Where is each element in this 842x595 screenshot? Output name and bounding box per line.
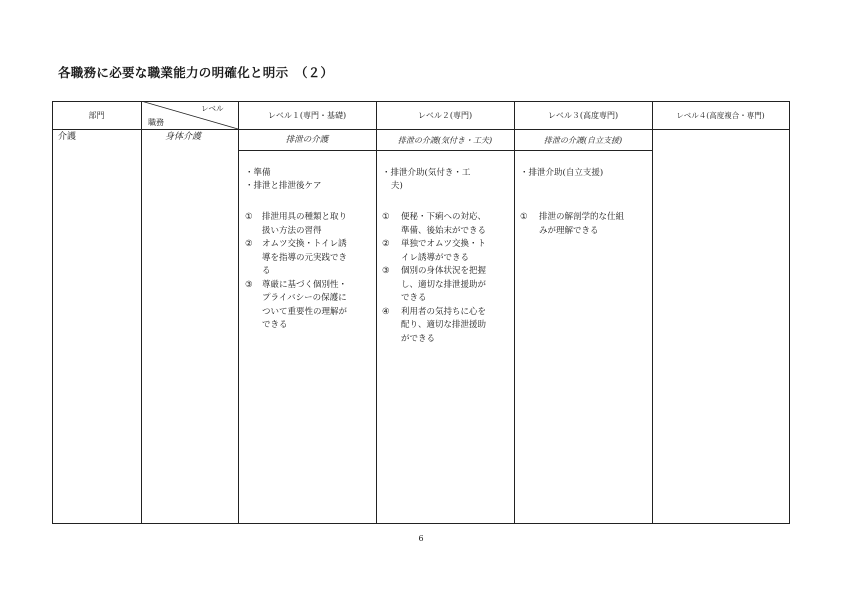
level1-item-number: ③: [245, 279, 253, 290]
level1-bullet: ・準備: [245, 168, 271, 178]
level2-item-number: ①: [382, 212, 390, 222]
row-job: 身体介護: [165, 132, 202, 142]
level2-item-text: できる: [401, 293, 427, 303]
level2-item-number: ③: [382, 266, 390, 276]
level2-item-text: 便秘・下痢への対応、: [401, 212, 487, 222]
header-division: 部門: [88, 111, 105, 120]
header-level3: レベル３(高度専門): [547, 111, 619, 120]
table-border-bottom: [52, 523, 790, 524]
level1-item-text: 導を指導の元実践でき: [262, 252, 348, 263]
level3-bullet: ・排泄介助(自立支援): [520, 168, 604, 178]
level2-item-text: 配り、適切な排泄援助: [401, 320, 487, 330]
level1-item-text: できる: [262, 320, 288, 330]
level2-item-text: 個別の身体状況を把握: [401, 266, 487, 276]
level2-bullet: 夫): [391, 181, 403, 191]
level1-bullet: ・排泄と排泄後ケア: [245, 181, 322, 191]
table-border-left: [52, 101, 53, 524]
level1-item-text: オムツ交換・トイレ誘: [262, 239, 347, 249]
level3-item-text: 排泄の解剖学的な仕組: [539, 212, 625, 222]
level2-item-text: し、適切な排泄援助が: [401, 279, 487, 290]
column-divider-5: [652, 101, 653, 524]
level2-item-text: ができる: [401, 333, 436, 344]
header-level2: レベル２(専門): [417, 111, 473, 120]
column-divider-4: [514, 101, 515, 524]
level1-item-number: ②: [245, 239, 253, 249]
header-job-label: 職務: [148, 118, 164, 127]
level1-item-text: 尊厳に基づく個別性・: [262, 279, 348, 290]
level2-item-number: ④: [382, 306, 390, 317]
level3-item-number: ①: [520, 212, 528, 222]
level2-item-number: ②: [382, 239, 390, 249]
page-title: 各職務に必要な職業能力の明確化と明示 （２）: [58, 65, 334, 80]
column-divider-1: [141, 101, 142, 524]
level1-item-text: る: [262, 266, 271, 276]
header-level-label: レベル: [201, 104, 224, 113]
header-level1: レベル１(専門・基礎): [267, 111, 347, 120]
subheading-line: [238, 150, 652, 151]
page-number: 6: [418, 534, 424, 543]
level1-item-text: 扱い方法の習得: [262, 225, 322, 236]
level1-item-text: プライバシーの保護に: [262, 293, 347, 303]
level2-item-text: 利用者の気持ちに心を: [401, 306, 487, 317]
level3-subheading: 排泄の介護(自立支援): [543, 136, 623, 145]
row-division: 介護: [58, 132, 77, 142]
column-divider-3: [376, 101, 377, 524]
level1-subheading: 排泄の介護: [285, 135, 329, 145]
level2-item-text: 単独でオムツ交換・ト: [401, 239, 487, 249]
column-divider-2: [238, 101, 239, 524]
header-bottom-line: [52, 129, 790, 130]
level1-item-text: ついて重要性の理解が: [262, 306, 348, 317]
level1-item-number: ①: [245, 212, 253, 222]
level1-item-text: 排泄用具の種類と取り: [262, 212, 348, 222]
level2-subheading: 排泄の介護(気付き・工夫): [397, 136, 493, 145]
header-level4: レベル４(高度複合・専門): [676, 111, 765, 120]
level2-item-text: イレ誘導ができる: [401, 252, 470, 263]
table-border-right: [789, 101, 790, 524]
level2-item-text: 準備、後始末ができる: [401, 225, 487, 236]
ability-table: [52, 101, 790, 524]
level2-bullet: ・排泄介助(気付き・工: [382, 168, 471, 178]
level3-item-text: みが理解できる: [539, 225, 599, 236]
